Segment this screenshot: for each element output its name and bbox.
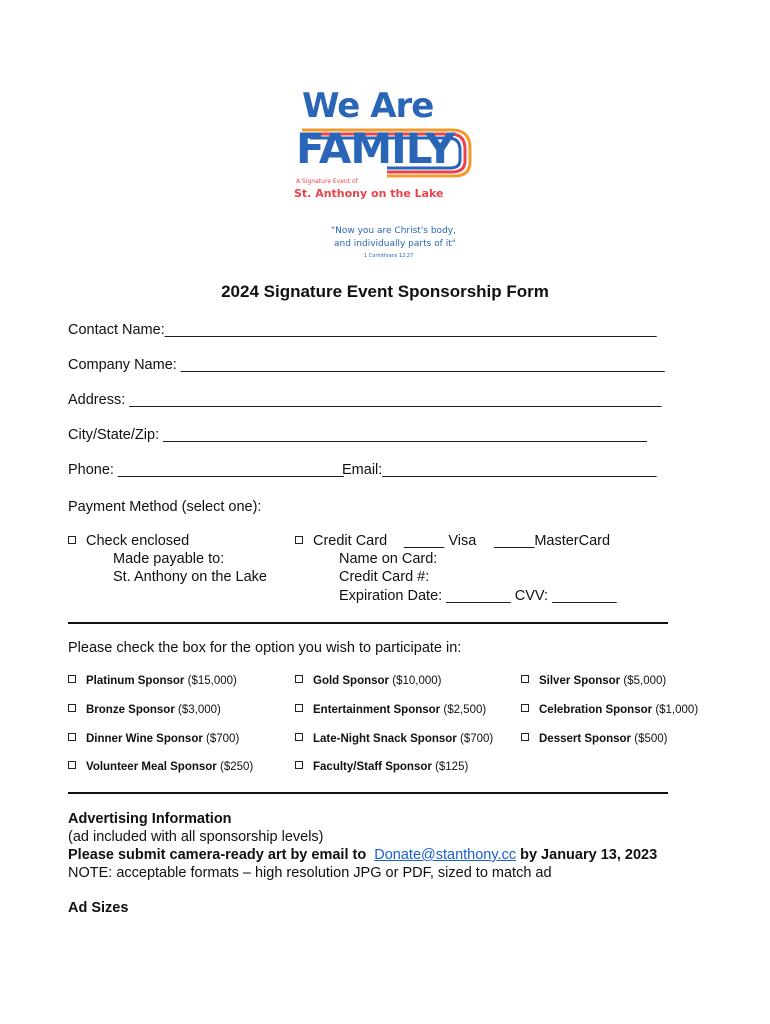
event-logo [292, 82, 482, 207]
option-late-night-snack[interactable]: Late-Night Snack Sponsor ($700) [295, 733, 493, 745]
check-checkbox[interactable] [68, 536, 76, 544]
credit-card-label: Credit Card [313, 533, 388, 549]
advertising-note: (ad included with all sponsorship levels) [68, 829, 324, 845]
phone-field[interactable]: Phone: ____________________________ [68, 462, 344, 478]
option-checkbox[interactable] [68, 675, 76, 683]
option-platinum[interactable]: Platinum Sponsor ($15,000) [68, 675, 237, 687]
expiration-cvv-field[interactable]: Expiration Date: ________ CVV: ________ [339, 588, 617, 604]
logo-sub: A Signature Event of [296, 178, 358, 185]
option-checkbox[interactable] [68, 704, 76, 712]
mastercard-field[interactable]: _____MasterCard [494, 533, 611, 549]
option-silver[interactable]: Silver Sponsor ($5,000) [521, 675, 666, 687]
address-field[interactable]: Address: __________________________________________________________________ [68, 392, 662, 408]
option-checkbox[interactable] [521, 733, 529, 741]
option-checkbox[interactable] [295, 704, 303, 712]
option-dinner-wine[interactable]: Dinner Wine Sponsor ($700) [68, 733, 239, 745]
logo-line2: FAMILY [296, 124, 455, 173]
form-title: 2024 Signature Event Sponsorship Form [221, 282, 549, 301]
check-option[interactable] [68, 533, 189, 549]
credit-card-checkbox[interactable] [295, 536, 303, 544]
email-field[interactable]: Email:__________________________________ [342, 462, 657, 478]
company-name-field[interactable]: Company Name: ____________________________________________________________ [68, 357, 665, 373]
formats-note: NOTE: acceptable formats – high resolution JPG or PDF, sized to match ad [68, 865, 552, 881]
check-label: Check enclosed [86, 533, 190, 549]
divider-2 [68, 792, 668, 794]
option-checkbox[interactable] [295, 675, 303, 683]
option-checkbox[interactable] [68, 733, 76, 741]
credit-card-option[interactable] [295, 533, 387, 549]
logo-line1: We Are [302, 86, 434, 126]
advertising-heading: Advertising Information [68, 811, 232, 827]
city-state-zip-field[interactable]: City/State/Zip: ____________________________________________________________ [68, 427, 647, 443]
payable-label: Made payable to: [113, 551, 225, 567]
divider-1 [68, 622, 668, 624]
option-checkbox[interactable] [295, 733, 303, 741]
option-faculty-staff[interactable]: Faculty/Staff Sponsor ($125) [295, 761, 468, 773]
visa-field[interactable]: _____ Visa [404, 533, 477, 549]
name-on-card-field[interactable]: Name on Card: [339, 551, 438, 567]
option-checkbox[interactable] [521, 704, 529, 712]
payment-heading: Payment Method (select one): [68, 499, 262, 515]
option-entertainment[interactable]: Entertainment Sponsor ($2,500) [295, 704, 486, 716]
option-checkbox[interactable] [295, 761, 303, 769]
option-celebration[interactable]: Celebration Sponsor ($1,000) [521, 704, 698, 716]
quote-line1: "Now you are Christ's body, [331, 226, 456, 236]
option-bronze[interactable]: Bronze Sponsor ($3,000) [68, 704, 221, 716]
option-dessert[interactable]: Dessert Sponsor ($500) [521, 733, 667, 745]
ad-sizes-heading: Ad Sizes [68, 900, 129, 916]
submission-instructions: Please submit camera-ready art by email to Donate@stanthony.cc by January 13, 2023 [68, 847, 658, 863]
logo-parish: St. Anthony on the Lake [294, 187, 444, 200]
option-gold[interactable]: Gold Sponsor ($10,000) [295, 675, 441, 687]
option-checkbox[interactable] [521, 675, 529, 683]
quote-ref: 1 Corinthians 12:27 [364, 253, 414, 259]
quote-line2: and individually parts of it" [334, 239, 456, 249]
option-volunteer-meal[interactable]: Volunteer Meal Sponsor ($250) [68, 761, 253, 773]
options-intro: Please check the box for the option you wish to participate in: [68, 640, 462, 656]
option-checkbox[interactable] [68, 761, 76, 769]
card-number-field[interactable]: Credit Card #: [339, 569, 430, 585]
donate-email-link[interactable]: Donate@stanthony.cc [374, 847, 517, 863]
contact-name-field[interactable]: Contact Name:_____________________________________________________________ [68, 322, 657, 338]
payee-label: St. Anthony on the Lake [113, 569, 267, 585]
